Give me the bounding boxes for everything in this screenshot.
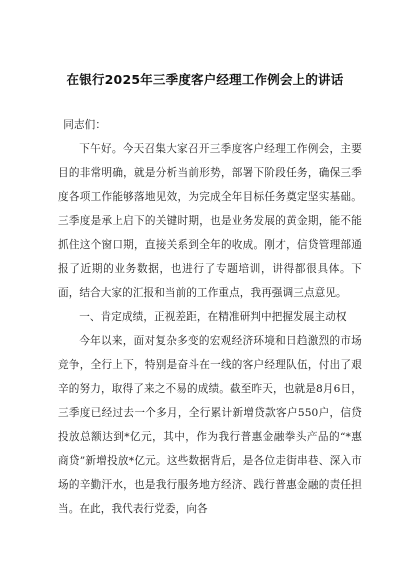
paragraph-achievements: 今年以来，面对复杂多变的宏观经济环境和日趋激烈的市场竞争，全行上下，特别是奋斗在一线的客户经理队伍，付出了艰辛的努力，取得了来之不易的成绩。截至昨天，也就是8月6日，三季度已经过去一个多月，全行累计新增贷款客户550户，信贷投放总额达到*亿元，其中，作为我行普惠金融拳头产品的“*惠商贷”新增投放*亿元。这些数据背后，是各位走街串巷、深入市场的辛勤汗水，也是我行服务地方经济、践行普惠金融的责任担当。在此，我代表行党委，向各 (58, 335, 362, 515)
document-title: 在银行2025年三季度客户经理工作例会上的讲话 (66, 72, 344, 87)
paragraph-opening: 下午好。今天召集大家召开三季度客户经理工作例会，主要目的非常明确，就是分析当前形势，部署下阶段任务，确保三季度各项工作能够落地见效，为完成全年目标任务奠定坚实基础。三季度是承上启下的关键时期，也是业务发展的黄金期，能不能抓住这个窗口期，直接关系到全年的收成。刚才，信贷管理部通报了近期的业务数据，也进行了专题培训，讲得都很具体。下面，结合大家的汇报和当前的工作重点，我再强调三点意见。 (58, 143, 362, 299)
salutation: 同志们： (63, 119, 107, 131)
document-body (58, 113, 362, 521)
section-heading-1: 一、肯定成绩，正视差距，在精准研判中把握发展主动权 (79, 311, 347, 323)
